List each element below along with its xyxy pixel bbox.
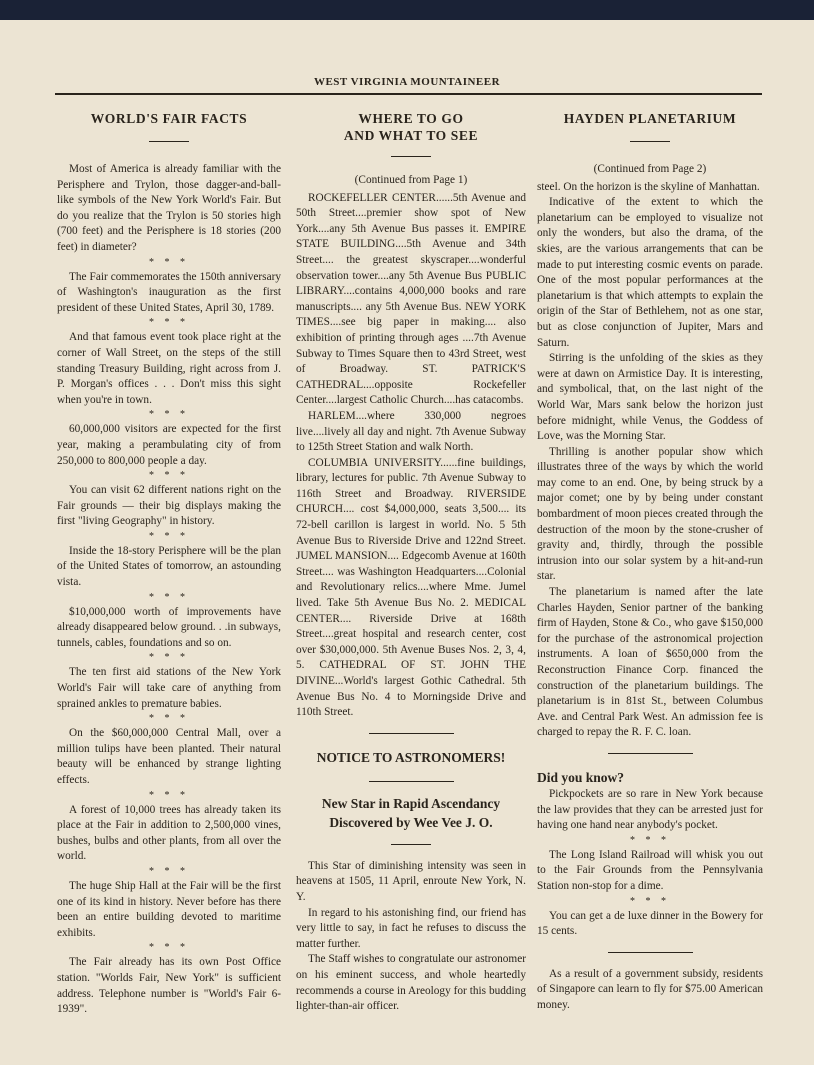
column-where-to-go	[296, 110, 526, 1015]
separator-stars: * * *	[149, 530, 189, 542]
section-title	[296, 110, 526, 144]
paragraph: ROCKEFELLER CENTER......5th Avenue and 50th Street....premier show spot of New York....any 5th Avenue Bus passes it. EMPIRE STATE BUILDING....5th Avenue and 34th Street.... the greatest skyscraper....wonderful observation tower....any 5th Avenue Bus PUBLIC LIBRARY....contains 4,000,000 books and rare manuscripts.... any 5th Avenue Bus. NEW YORK TIMES....see big paper in making.... also exhibition of printing through ages ....7th Avenue Subway to Times Square then to 43rd Street, west of Broadway. ST. PATRICK'S CATHEDRAL....opposite Rockefeller Center....largest Catholic Church....has catacombs.	[296, 191, 526, 407]
column-worlds-fair-facts	[57, 110, 281, 1018]
separator-stars: * * *	[149, 652, 189, 664]
paragraph: In regard to his astonishing find, our friend has very little to say, in fact he refuses to discuss the matter further.	[296, 906, 526, 950]
masthead: WEST VIRGINIA MOUNTAINEER	[313, 76, 501, 88]
paragraph: COLUMBIA UNIVERSITY......fine buildings, library, lectures for public. 7th Avenue Subway to 116th Street and Broadway. RIVERSIDE CHURCH.... cost $4,000,000, seats 3,500.... its 72-bell carillon is largest in world. No. 5 5th Avenue Bus to Riverside Drive and 122nd Street. JUMEL MANSION.... Edgecomb Avenue at 160th Street.... was Washington Headquarters....Colonial and Revolutionary relics....where Mme. Jumel lived. Take 5th Avenue Bus No. 2. MEDICAL CENTER.... Riverside Drive at 168th Street....great hospital and research center, cost over $30,000,000. 5th Avenue Buses Nos. 2, 3, 4, 5. CATHEDRAL OF ST. JOHN THE DIVINE...World's largest Gothic Cathedral. 5th Avenue Bus No. 4 to Morningside Drive and 110th Street.	[296, 456, 526, 719]
fact-item: You can visit 62 different nations right on the Fair grounds — their big displays making the first "living Geography" in history.	[57, 484, 281, 528]
fact-item: Inside the 18-story Perisphere will be the plan of the United States of tomorrow, an astounding vista.	[57, 544, 281, 589]
separator-stars: * * *	[149, 789, 189, 801]
notice-subtitle-line2: Discovered by Wee Vee J. O.	[329, 814, 493, 830]
fact-item: The ten first aid stations of the New York World's Fair will take care of anything from sprained ankles to premature babies.	[57, 666, 281, 710]
separator-stars: * * *	[149, 317, 189, 329]
section-rule	[608, 952, 693, 953]
notice-subtitle-line1: New Star in Rapid Ascendancy	[321, 795, 501, 811]
paragraph: This Star of diminishing intensity was seen in heavens at 1505, 11 April, enroute New York, N. Y.	[296, 859, 526, 903]
fact-item: $10,000,000 worth of improvements have already disappeared below ground. . .in subways, tunnels, cables, foundations and so on.	[57, 605, 281, 649]
fact-item: Most of America is already familiar with the Perisphere and Trylon, those dagger-and-ball-like symbols of the New York World's Fair. But do you realize that the Trylon is 50 stories high (700 feet) and the Perisphere is 18 stories (200 feet) in diameter?	[57, 163, 281, 253]
know-item: As a result of a government subsidy, residents of Singapore can learn to fly for $75.00 American money.	[537, 967, 763, 1011]
separator-stars: * * *	[630, 834, 670, 846]
separator-stars: * * *	[149, 713, 189, 725]
paragraph: steel. On the horizon is the skyline of Manhattan.	[537, 180, 760, 193]
section-title: WORLD'S FAIR FACTS	[90, 111, 248, 126]
did-you-know-title: Did you know?	[537, 769, 625, 785]
paragraph: Indicative of the extent to which the planetarium can be employed to visualize not only the wonders, but also the drama, of the skies, are the various arrangements that can be made to put interesting cosmic events on parade. One of the most popular performances at the planetarium is that which attempts to explain the origin of the Star of Bethlehem, not as one star, but as close conjunction of Jupiter, Mars and Saturn.	[537, 196, 763, 349]
title-rule	[391, 844, 431, 845]
separator-stars: * * *	[630, 895, 670, 907]
separator-stars: * * *	[149, 256, 189, 268]
fact-item: The huge Ship Hall at the Fair will be the first one of its kind in history. Never before has there been an entire building devoted to maritime exhibits.	[57, 879, 281, 939]
know-item: Pickpockets are so rare in New York because the law provides that they can be arrested just for having one hand near anybody's pocket.	[537, 787, 763, 832]
fact-item: On the $60,000,000 Central Mall, over a million tulips have been planted. Their natural beauty will be enhanced by strange lighting effects.	[57, 727, 281, 786]
fact-item: 60,000,000 visitors are expected for the first year, making a perambulating city of from 250,000 to 800,000 people a day.	[57, 423, 281, 467]
section-rule	[369, 781, 454, 782]
column-hayden-planetarium	[537, 110, 763, 1014]
fact-item: A forest of 10,000 trees has already taken its place at the Fair in addition to 2,500,000 vines, bushes, bulbs and other plants, from all over the world.	[57, 803, 281, 863]
top-border	[0, 0, 814, 20]
paragraph: HARLEM....where 330,000 negroes live....lively all day and night. 7th Avenue Subway to 125th Street Station and walk North.	[296, 409, 526, 454]
section-title: HAYDEN PLANETARIUM	[563, 111, 737, 126]
separator-stars: * * *	[149, 470, 189, 482]
paragraph: The planetarium is named after the late Charles Hayden, Senior partner of the banking firm of Hayden, Stone & Co., who gave $150,000 for the purchase of the astronomical projection instruments. A loan of $650,000 from the Reconstruction Finance Corp. financed the construction of the planetarium buildings. The planetarium is in 81st St., between Columbus Ave. and Central Park West. An admission fee is charged to repay the R. F. C. loan.	[537, 586, 763, 739]
section-title-line1: WHERE TO GO	[358, 111, 464, 126]
notice-subtitle	[296, 794, 526, 832]
notice-title: NOTICE TO ASTRONOMERS!	[316, 749, 506, 765]
paragraph: Thrilling is another popular show which illustrates three of the ways by which the world may come to an end. One, by being struck by a major comet; one by by being under constant bombardment of moon pieces created through the destruction of the moon by the stone-crusher of gravity and, thirdly, through the possible intrusion into our solar system by a hit-and-run star.	[537, 445, 763, 583]
separator-stars: * * *	[149, 409, 189, 421]
section-title-line2: AND WHAT TO SEE	[343, 128, 479, 143]
title-rule	[391, 156, 431, 157]
section-rule	[369, 733, 454, 734]
continued-note: (Continued from Page 1)	[354, 174, 468, 186]
masthead-rule	[55, 93, 762, 95]
fact-item: And that famous event took place right at the corner of Wall Street, on the steps of the still standing Treasury Building, right across from J. P. Morgan's offices . . . Don't miss this sight when you're in town.	[57, 331, 281, 406]
separator-stars: * * *	[149, 591, 189, 603]
title-rule	[630, 141, 670, 142]
section-rule	[608, 753, 693, 754]
paragraph: The Staff wishes to congratulate our astronomer on his eminent success, and whole heartedly recommends a course in Areology for this budding lighter-than-air officer.	[296, 953, 526, 1013]
continued-note: (Continued from Page 2)	[593, 163, 707, 175]
fact-item: The Fair already has its own Post Office station. "Worlds Fair, New York" is sufficient address. Telephone number is "World's Fair 6-1939".	[57, 956, 281, 1016]
fact-item: The Fair commemorates the 150th anniversary of Washington's inauguration as the first president of these United States, April 30, 1789.	[57, 270, 281, 314]
know-item: You can get a de luxe dinner in the Bowery for 15 cents.	[537, 909, 763, 938]
separator-stars: * * *	[149, 942, 189, 954]
separator-stars: * * *	[149, 865, 189, 877]
title-rule	[149, 141, 189, 142]
paragraph: Stirring is the unfolding of the skies as they were at dawn on Armistice Day. It is interesting, and symbolical, that, on the last night of the World War, Mars sank below the horizon just before midnight, while Venus, the Goddess of Love, was the Morning Star.	[537, 352, 763, 443]
know-item: The Long Island Railroad will whisk you out to the Fair Grounds from the Pennsylvania Station non-stop for a dime.	[537, 848, 763, 892]
